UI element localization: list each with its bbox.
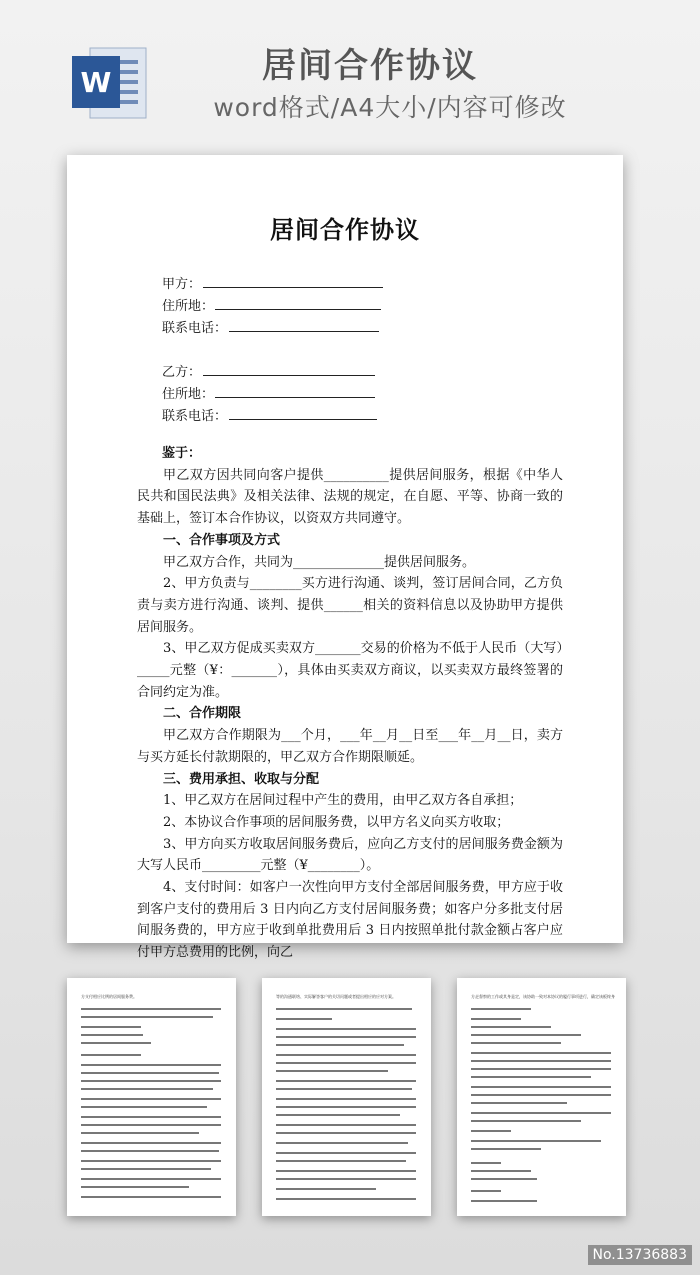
section-heading: 二、合作期限 [163, 706, 242, 722]
party-b-name-line [203, 375, 375, 376]
paragraph: 2、本协议合作事项的居间服务费，以甲方名义向买方收取； [163, 814, 510, 830]
section-heading: 一、合作事项及方式 [163, 532, 281, 548]
header-title: 居间合作协议 [262, 46, 478, 86]
party-a-name-label: 甲方： [162, 277, 202, 292]
page-thumbnail-4 [457, 978, 626, 1216]
paragraph: 1、甲乙双方在居间过程中产生的费用，由甲乙双方各自承担； [163, 793, 523, 809]
party-b-phone-line [229, 419, 377, 420]
paragraph: 甲乙双方因共同向客户提供__________提供居间服务，根据《中华人民共和国民法典》及相关法律、法规的规定，在自愿、平等、协商一致的基础上，签订本合作协议，以资双方共同遵守。 [137, 467, 563, 527]
party-a-phone-line [229, 331, 379, 332]
document-title: 居间合作协议 [270, 215, 420, 244]
image-serial-number: No.13736883 [588, 1245, 693, 1265]
party-a-address-label: 住所地： [162, 299, 215, 314]
thumbnail-first-line: 方支付相应比例的居间服务费。 [81, 994, 137, 999]
paragraph: 2、甲方负责与________买方进行沟通、谈判，签订居间合同，乙方负责与卖方进行沟通、谈判、提供______相关的资料信息以及协助甲方提供居间服务。 [137, 576, 563, 635]
page-thumbnail-3 [262, 978, 431, 1216]
word-document-icon [68, 42, 150, 124]
word-letter: W [80, 66, 112, 99]
party-b-phone-label: 联系电话： [162, 409, 228, 424]
party-a-name-line [203, 287, 383, 288]
page-thumbnail-2 [67, 978, 236, 1216]
thumbnail-first-line: 等的沟通联络、实际解答客户的关切问题或者提出相应的应对方案。 [276, 994, 396, 999]
paragraph: 甲乙双方合作期限为___个月，___年__月__日至___年__月__日，卖方与买方延长付款期限的，甲乙双方合作期限顺延。 [137, 728, 563, 765]
paragraph: 鉴于： [162, 446, 202, 461]
header-subtitle: word格式/A4大小/内容可修改 [213, 93, 567, 122]
party-b-address-line [215, 397, 375, 398]
document-page [67, 155, 623, 961]
paragraph: 甲乙双方合作，共同为______________提供居间服务。 [163, 554, 476, 570]
paragraph: 4、支付时间：如客户一次性向甲方支付全部居间服务费，甲方应于收到客户支付的费用后 3 日内向乙方支付居间服务费；如客户分多批支付居间服务费的，甲方应于收到单批费用后 3 日内按照单批付款金额占客户应付甲方总费用的比例，向乙 [137, 880, 563, 961]
document-body [137, 443, 563, 964]
party-a-address-line [215, 309, 381, 310]
section-heading: 三、费用承担、收取与分配 [163, 771, 320, 787]
paragraph: 3、甲乙双方促成买卖双方_______交易的价格为不低于人民币（大写）_____元整（¥：_______），具体由买卖双方商议，以买卖双方最终签署的合同约定为准。 [137, 641, 563, 700]
thumbnail-first-line: 方走督察的工作或其身是定，该协助一致对本协议的履行事项进行，确定该板终身 [471, 994, 615, 999]
party-a-phone-label: 联系电话： [162, 321, 228, 336]
party-b-name-label: 乙方： [162, 365, 202, 380]
party-b-address-label: 住所地： [162, 387, 215, 402]
paragraph: 3、甲方向买方收取居间服务费后，应向乙方支付的居间服务费金额为大写人民币_________元整（¥________）。 [137, 836, 563, 874]
